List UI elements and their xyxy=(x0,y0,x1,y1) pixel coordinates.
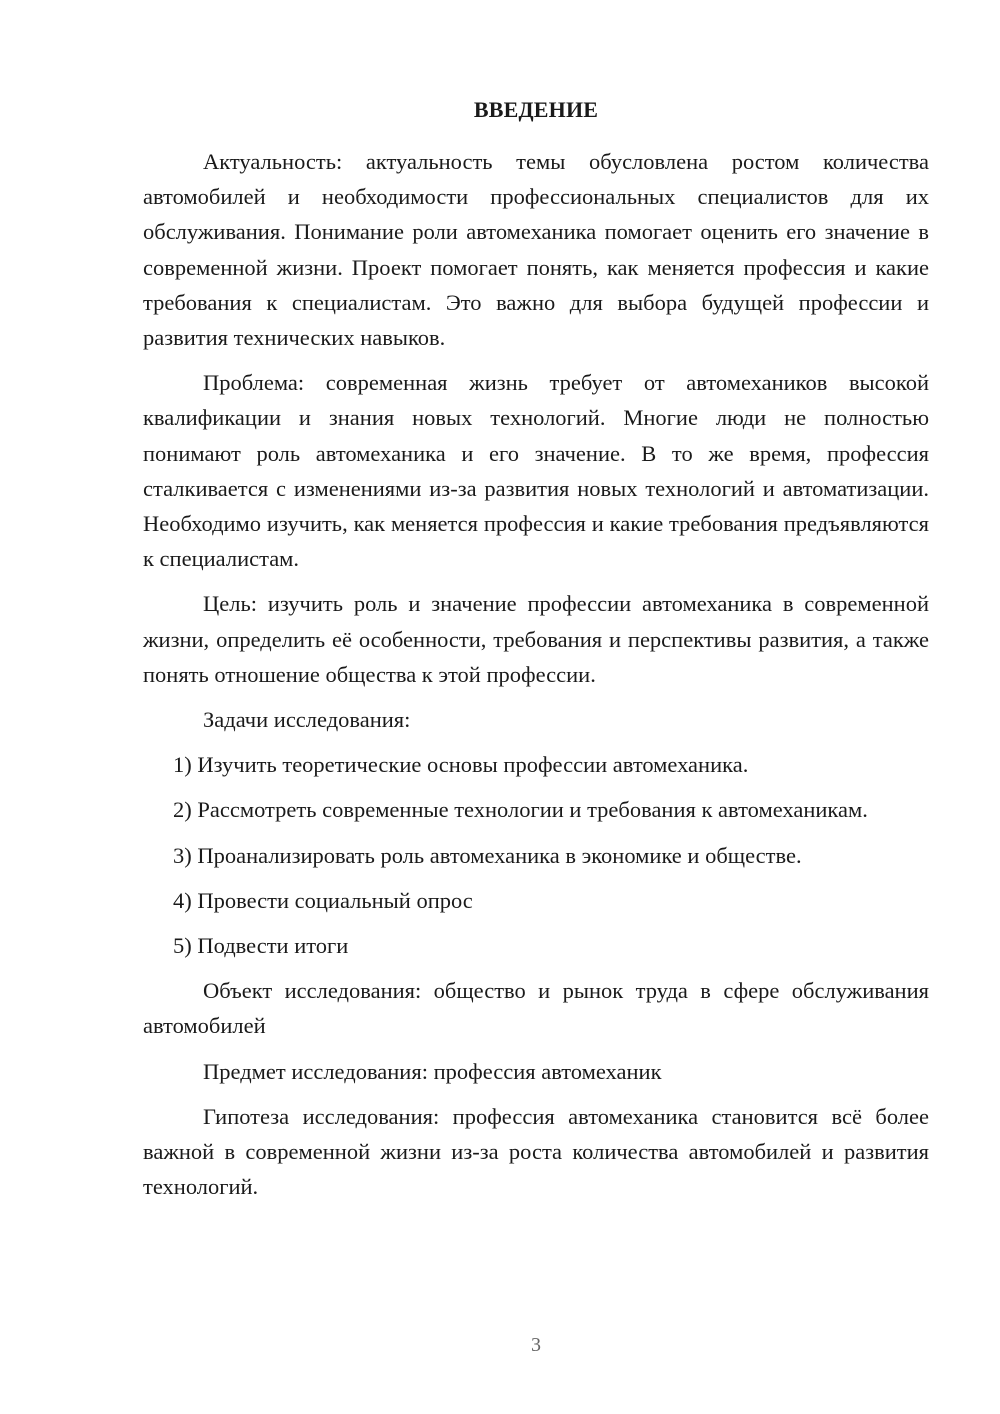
paragraph-goal: Цель: изучить роль и значение профессии автомеханика в современной жизни, определить её особенности, требования и перспективы развития, а также понять отношение общества к этой профессии. xyxy=(143,591,929,687)
paragraph-hypothesis: Гипотеза исследования: профессия автомеханика становится всё более важной в современной жизни из-за роста количества автомобилей и развития технологий. xyxy=(143,1103,929,1200)
paragraph-tasks-heading: Задачи исследования: xyxy=(203,707,411,733)
task-item-5: 5) Подвести итоги xyxy=(173,933,349,959)
task-item-4: 4) Провести социальный опрос xyxy=(173,887,473,913)
paragraph-object: Объект исследования: общество и рынок труда в сфере обслуживания автомобилей xyxy=(143,978,929,1039)
task-item-2: 2) Рассмотреть современные технологии и требования к автомеханикам. xyxy=(173,797,868,823)
paragraph-problem: Проблема: современная жизнь требует от автомехаников высокой квалификации и знания новых технологий. Многие люди не полностью понимают роль автомеханика и его значение. В то же время, профессия сталкивается с изменениями из-за развития новых технологий и автоматизации. Необходимо изучить, как меняется профессия и какие требования предъявляются к специалистам. xyxy=(143,370,929,572)
task-item-3: 3) Проанализировать роль автомеханика в экономике и обществе. xyxy=(173,842,802,868)
paragraph-relevance: Актуальность: актуальность темы обусловлена ростом количества автомобилей и необходимости профессиональных специалистов для их обслуживания. Понимание роли автомеханика помогает оценить его значение в современной жизни. Проект помогает понять, как меняется профессия и какие требования к специалистам. Это важно для выбора будущей профессии и развития технических навыков. xyxy=(143,149,929,351)
task-item-1: 1) Изучить теоретические основы профессии автомеханика. xyxy=(173,752,749,778)
document-body xyxy=(143,144,929,1204)
paragraph-subject: Предмет исследования: профессия автомеханик xyxy=(203,1058,662,1084)
page-title: ВВЕДЕНИЕ xyxy=(473,97,599,122)
page-number: 3 xyxy=(531,1334,541,1356)
